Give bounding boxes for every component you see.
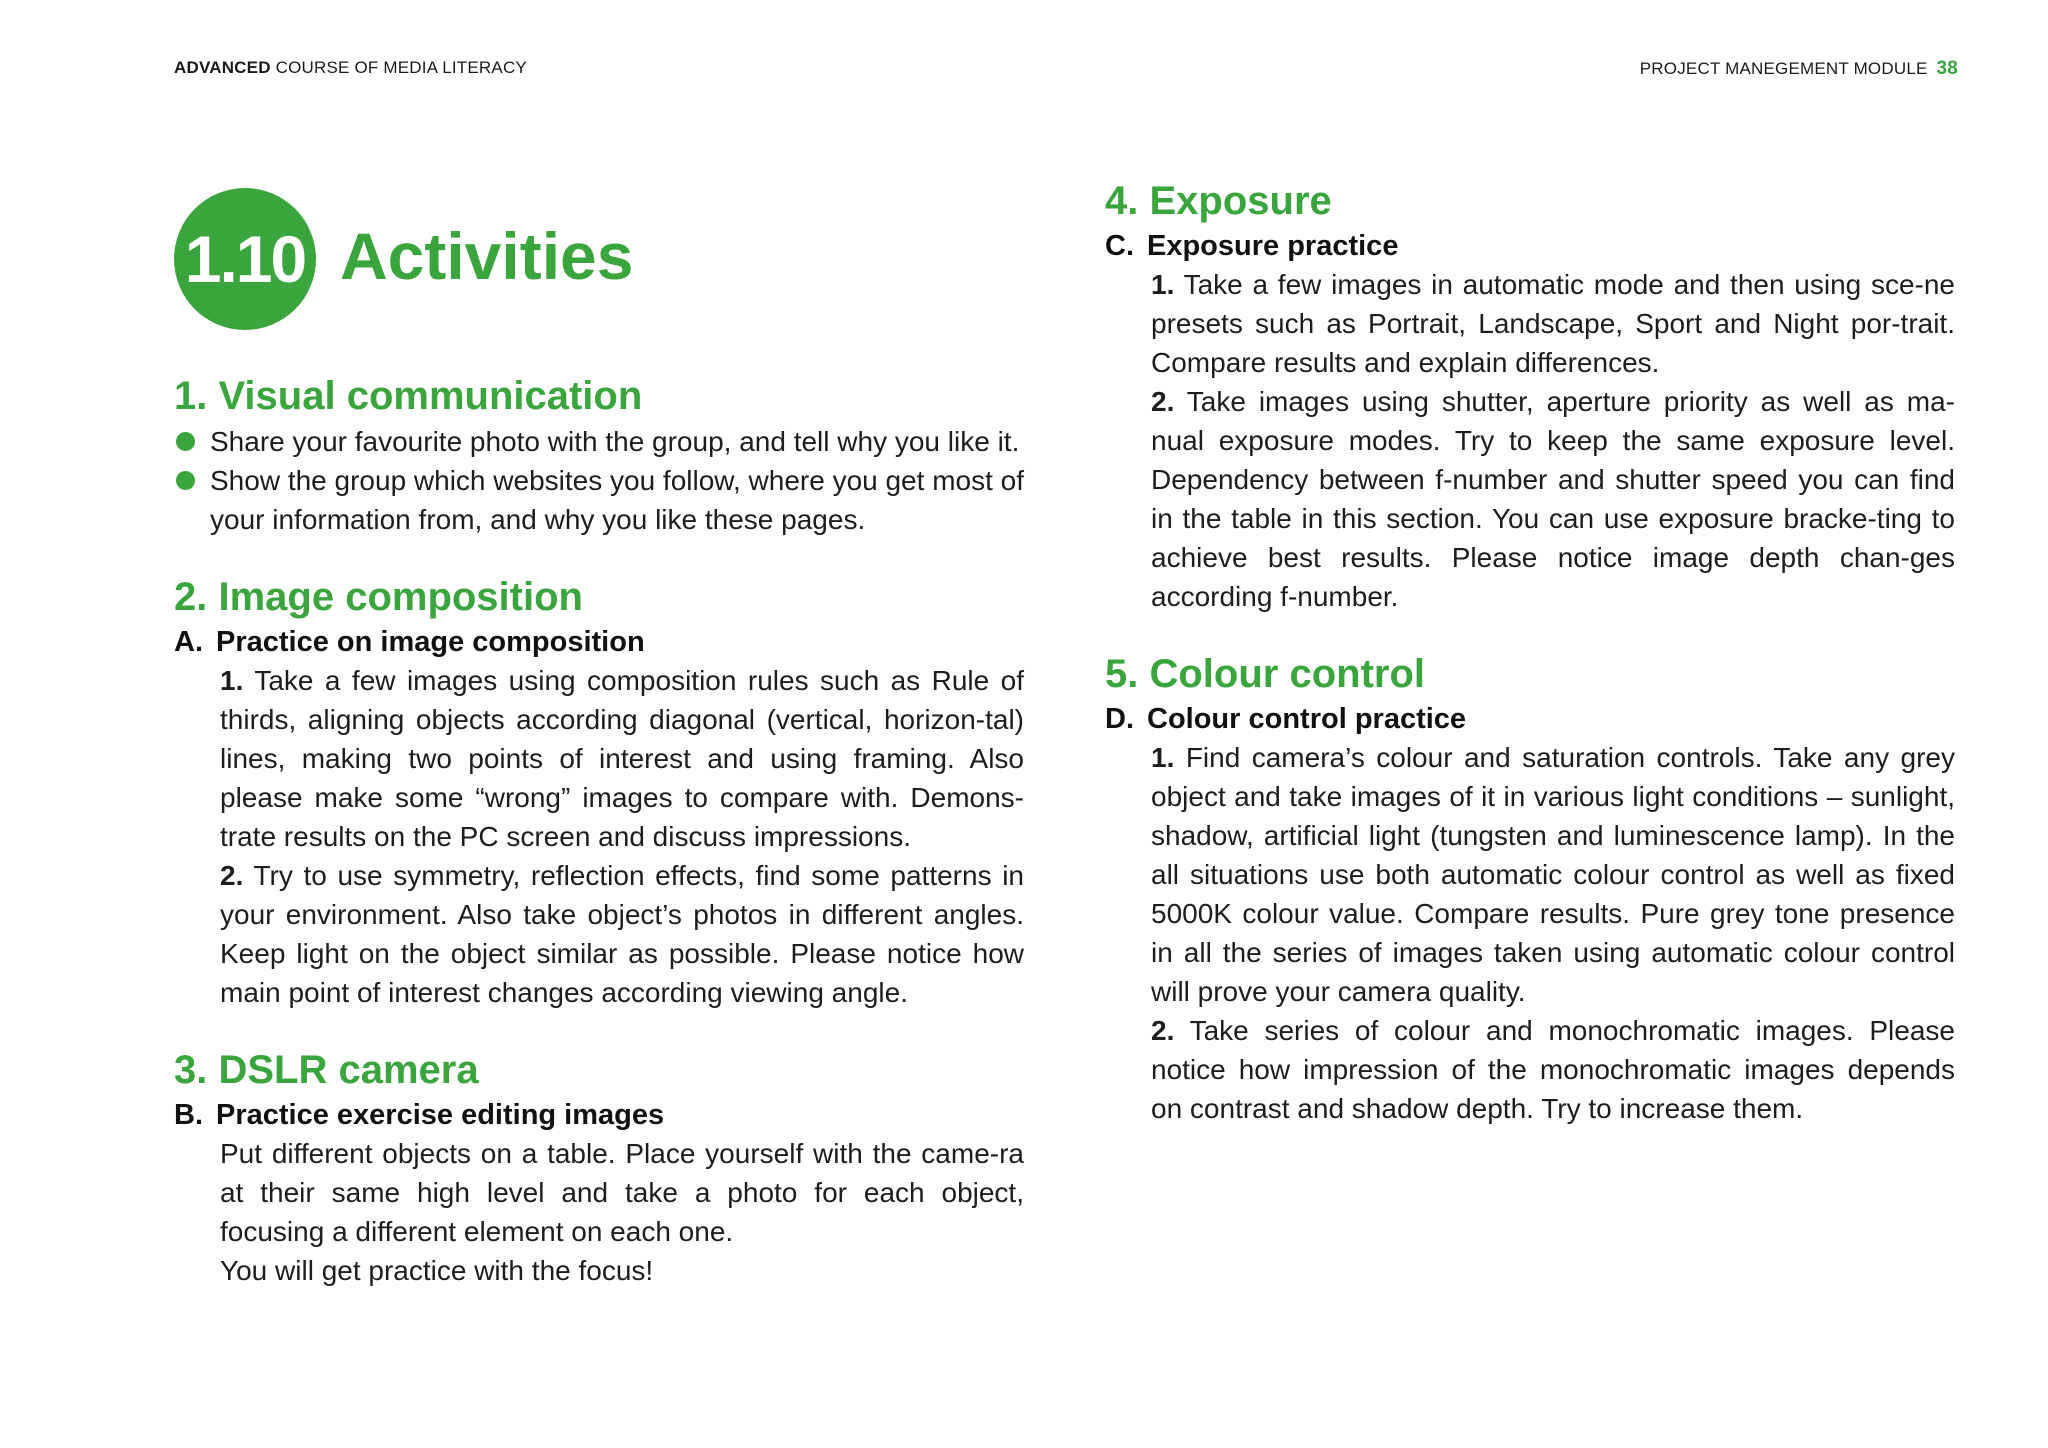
- paragraph-exposure-2: 2. Take images using shutter, aperture priority as well as ma-nual exposure modes. Try to keep the same exposure level. Dependency between f-number and shutter speed you can find in the table in this section. You can use exposure bracke-ting to achieve best results. Please notice image depth chan-ges according f-number.: [1151, 386, 1955, 612]
- header-module: PROJECT MANEGEMENT MODULE: [1639, 59, 1928, 78]
- subheading-colour-practice: D. Colour control practice: [1105, 703, 1467, 735]
- bullet-list: [174, 422, 1024, 539]
- running-header-left: [174, 58, 527, 78]
- section-heading-image-composition: 2. Image composition: [174, 575, 583, 619]
- right-column: [1105, 175, 1955, 1128]
- paragraph-dslr-1: Put different objects on a table. Place yourself with the came-ra at their same high level and take a photo for each object, focusing a different element on each one.: [220, 1138, 1024, 1247]
- paragraph-composition-1: 1. Take a few images using composition rules such as Rule of thirds, aligning objects according diagonal (vertical, horizon-tal) lines, making two points of interest and using framing. Also please make some “wrong” images to compare with. Demons-trate results on the PC screen and discuss impressions.: [220, 665, 1025, 852]
- subheading-exposure-practice: C. Exposure practice: [1105, 230, 1399, 262]
- section-heading-visual-communication: 1. Visual communication: [174, 374, 643, 418]
- header-course-rest: COURSE OF MEDIA LITERACY: [275, 58, 527, 77]
- list-item: Share your favourite photo with the group, and tell why you like it.: [174, 422, 1024, 461]
- list-item: Show the group which websites you follow, where you get most of your information from, and why you like these pages.: [174, 461, 1024, 539]
- running-header-right: [1640, 58, 1958, 80]
- left-column: [174, 370, 1024, 1290]
- chapter-number-badge: 1.10: [174, 188, 316, 330]
- paragraph-colour-1: 1. Find camera’s colour and saturation controls. Take any grey object and take images of it in various light conditions – sunlight, shadow, artificial light (tungsten and luminescence lamp). In the all situations use both automatic colour control as well as fixed 5000K colour value. Compare results. Pure grey tone presence in all the series of images taken using automatic colour control will prove your camera quality.: [1151, 742, 1955, 1007]
- section-heading-exposure: 4. Exposure: [1105, 179, 1332, 223]
- bullet-dot-icon: [176, 432, 195, 451]
- chapter-title: Activities: [340, 219, 634, 293]
- page-number: 38: [1936, 58, 1958, 79]
- bullet-dot-icon: [176, 471, 195, 490]
- paragraph-colour-2: 2. Take series of colour and monochromatic images. Please notice how impression of the monochromatic images depends on contrast and shadow depth. Try to increase them.: [1151, 1015, 1955, 1124]
- subheading-editing-images: B. Practice exercise editing images: [174, 1099, 665, 1131]
- paragraph-exposure-1: 1. Take a few images in automatic mode and then using sce-ne presets such as Portrait, Landscape, Sport and Night por-trait. Compare results and explain differences.: [1151, 269, 1956, 378]
- header-course-bold: ADVANCED: [174, 58, 271, 77]
- section-heading-dslr-camera: 3. DSLR camera: [174, 1048, 479, 1092]
- section-heading-colour-control: 5. Colour control: [1105, 652, 1425, 696]
- paragraph-composition-2: 2. Try to use symmetry, reflection effects, find some patterns in your environment. Also take object’s photos in different angles. Keep light on the object similar as possible. Please notice how main point of interest changes according viewing angle.: [220, 860, 1024, 1008]
- subheading-practice-composition: A. Practice on image composition: [174, 626, 645, 658]
- paragraph-dslr-2: You will get practice with the focus!: [220, 1255, 654, 1286]
